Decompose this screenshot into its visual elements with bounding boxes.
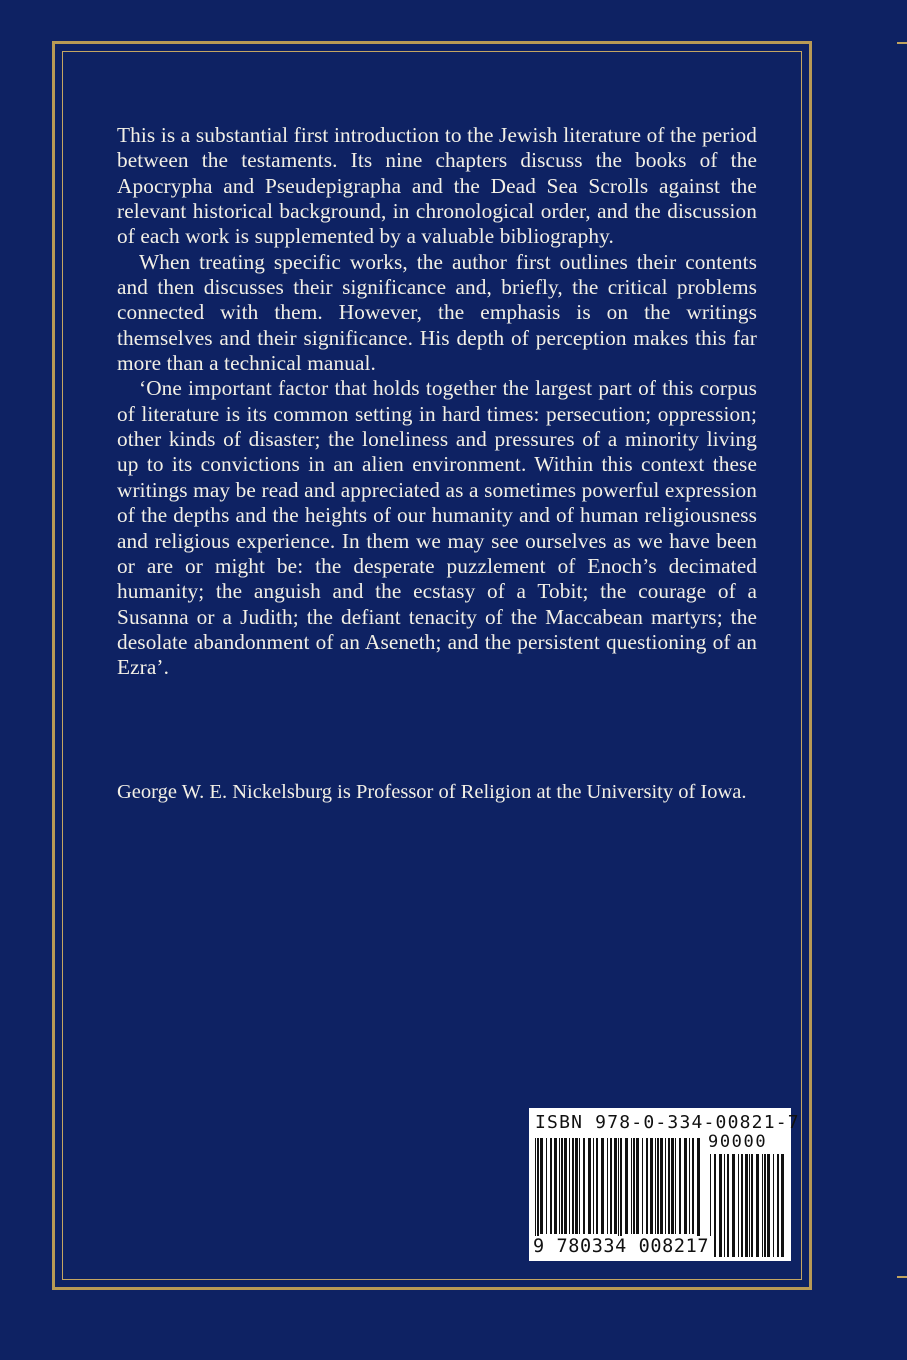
barcode-bar [745, 1154, 748, 1257]
barcode-bar [724, 1154, 725, 1257]
barcode-bar [540, 1138, 543, 1234]
barcode-bar [697, 1138, 700, 1248]
blurb-paragraph-1: This is a substantial first introduction to the Jewish literature of the period between the testaments. Its nine chapters discuss the books of the Apocrypha and Pseudepigrapha and the Dead Sea Scrolls against the relevant historical background, in chronological order, and the discussion of each work is supplemented by a valuable bibliography. [117, 123, 757, 249]
barcode-bar [732, 1154, 735, 1257]
price-code: 90000 [708, 1132, 768, 1152]
barcode-bar [607, 1138, 608, 1234]
barcode-bar [679, 1138, 681, 1234]
barcode-bar [756, 1154, 759, 1257]
barcode-bar [620, 1138, 622, 1248]
barcode-bar [650, 1138, 653, 1234]
barcode-bar [554, 1138, 557, 1234]
barcode-bar [665, 1138, 666, 1234]
barcode-bar [692, 1138, 694, 1234]
barcode-bar [633, 1138, 635, 1234]
barcode-bar [546, 1138, 547, 1234]
barcode-bar [741, 1154, 743, 1257]
barcode-bar [596, 1138, 598, 1234]
blurb-paragraph-2: When treating specific works, the author first outlines their contents and then discusses their significance and, briefly, the critical problems connected with them. However, the emphasis is on the writings themselves and their significance. His depth of perception makes this far more than a technical manual. [117, 249, 757, 376]
barcode-bar [601, 1138, 604, 1234]
barcode-bar [642, 1138, 643, 1234]
author-note: George W. E. Nickelsburg is Professor of Religion at the University of Iowa. [117, 781, 747, 803]
isbn-barcode [529, 1108, 800, 1261]
barcode-bar [660, 1138, 663, 1234]
barcode-bar [749, 1154, 750, 1257]
barcode-bar [575, 1138, 578, 1234]
isbn-label: ISBN 978-0-334-00821-7 [535, 1112, 800, 1133]
barcode-bar [671, 1138, 674, 1234]
barcode-bar [618, 1138, 619, 1248]
barcode-bar [636, 1138, 639, 1234]
barcode-bar [569, 1138, 570, 1234]
barcode-bar [588, 1138, 591, 1234]
barcode-bar [657, 1138, 659, 1234]
barcode-bar [550, 1138, 552, 1234]
barcode-bar [751, 1154, 753, 1257]
barcode-bar [610, 1138, 612, 1234]
barcode-bar [738, 1154, 739, 1257]
barcode-bar [773, 1154, 774, 1257]
barcode-bar [727, 1154, 729, 1257]
addon-barcode-bars [709, 1154, 785, 1257]
barcode-bar [689, 1138, 690, 1234]
barcode-bar [767, 1154, 770, 1257]
barcode-bar [583, 1138, 585, 1234]
barcode-bar [561, 1138, 563, 1234]
ean-digits: 9 780334 008217 [533, 1236, 710, 1257]
barcode-bar [631, 1138, 632, 1234]
barcode-bar [537, 1138, 539, 1248]
barcode-bar [777, 1154, 779, 1257]
barcode-bar [579, 1138, 580, 1234]
barcode-bar [572, 1138, 574, 1234]
barcode-bar [764, 1154, 766, 1257]
blurb-text [117, 123, 757, 681]
barcode-bar [719, 1154, 722, 1257]
barcode-bar [535, 1138, 536, 1248]
barcode-bar [593, 1138, 594, 1234]
barcode-bar [684, 1138, 687, 1234]
barcode-bar [762, 1154, 763, 1257]
barcode-bar [675, 1138, 676, 1234]
barcode-bar [559, 1138, 560, 1234]
ean-barcode-bars [534, 1138, 704, 1248]
barcode-bar [564, 1138, 567, 1234]
barcode-bar [646, 1138, 648, 1234]
barcode-bar [668, 1138, 670, 1234]
barcode-bar [714, 1154, 716, 1257]
blurb-paragraph-quote: ‘One important factor that holds together the largest part of this corpus of literature is its common setting in hard times: persecution; oppression; other kinds of disaster; the loneliness and pressures of a minority living up to its convictions in an alien environment. Within this context these writings may be read and appreciated as a sometimes powerful expression of the depths and the heights of our humanity and of human religiousness and religious experience. In them we may see ourselves as we have been or are or might be: the desperate puzzlement of Enoch’s decimated humanity; the anguish and the ecstasy of a Tobit; the courage of a Susanna or a Judith; the defiant tenacity of the Maccabean martyrs; the desolate abandonment of an Aseneth; and the persistent questioning of an Ezra’. [117, 376, 757, 680]
barcode-bar [781, 1154, 784, 1257]
barcode-bar [614, 1138, 617, 1234]
trim-mark-top [897, 42, 907, 44]
barcode-bar [625, 1138, 628, 1234]
trim-mark-bottom [897, 1276, 907, 1278]
barcode-bar [655, 1138, 656, 1234]
